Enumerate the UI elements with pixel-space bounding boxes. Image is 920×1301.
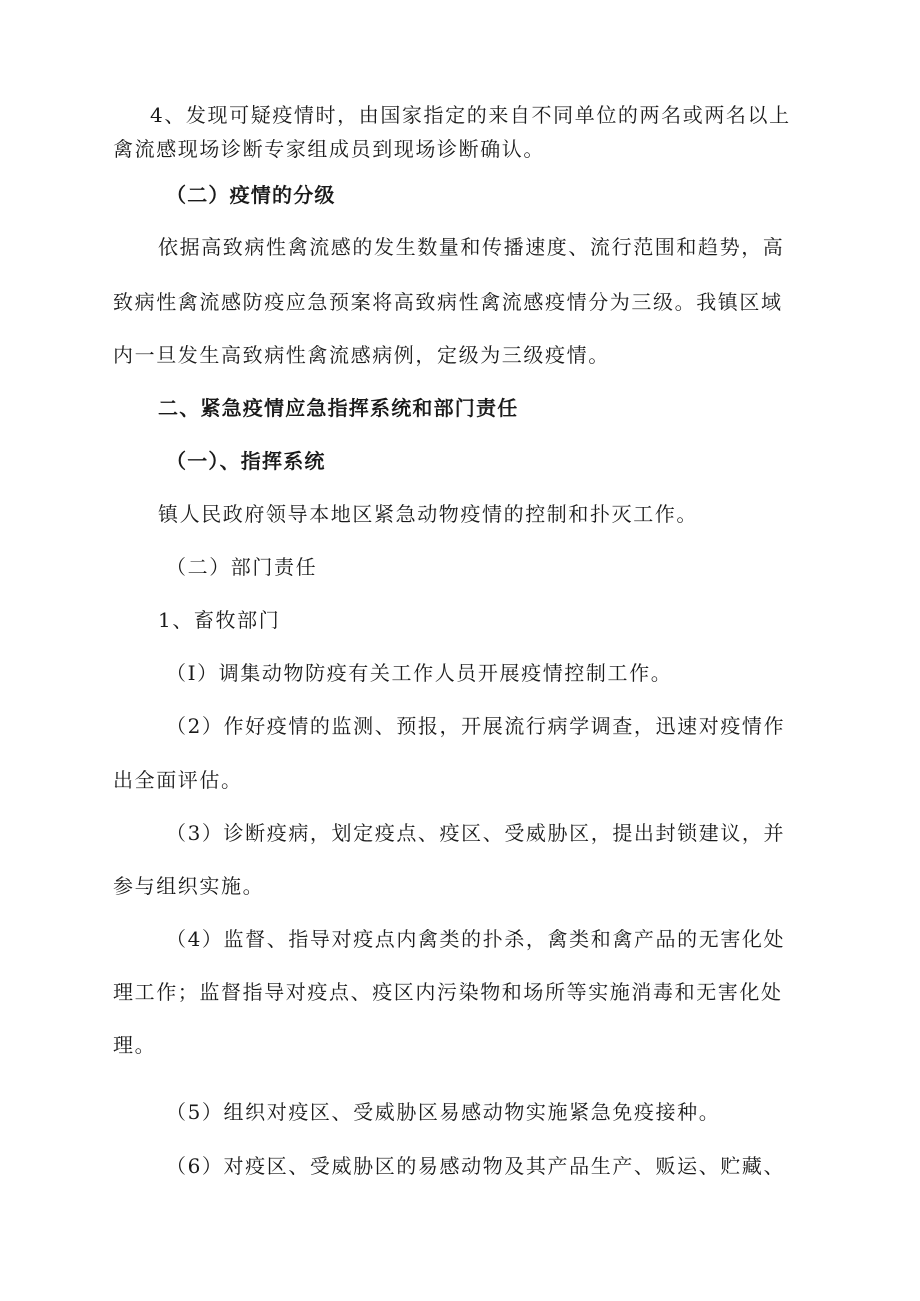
list-item-line: （3）诊断疫病，划定疫点、疫区、受威胁区，提出封锁建议，并 <box>166 821 786 845</box>
paragraph-line: 依据高致病性禽流感的发生数量和传播速度、流行范围和趋势，高 <box>158 235 785 259</box>
paragraph-line: 禽流感现场诊断专家组成员到现场诊断确认。 <box>113 137 545 161</box>
list-item-line: （I）调集动物防疫有关工作人员开展疫情控制工作。 <box>166 661 673 685</box>
section-heading: 二、紧急疫情应急指挥系统和部门责任 <box>158 396 519 420</box>
list-item-line: （2）作好疫情的监测、预报，开展流行病学调查，迅速对疫情作 <box>166 714 786 738</box>
subsection-heading: （二）疫情的分级 <box>166 183 336 207</box>
subsection-heading: （一）、指挥系统 <box>166 449 326 473</box>
list-item-line: 参与组织实施。 <box>113 874 265 898</box>
paragraph-line: 致病性禽流感防疫应急预案将高致病性禽流感疫情分为三级。我镇区域 <box>113 290 783 314</box>
list-item-line: 理。 <box>113 1033 157 1057</box>
paragraph-line: 1、畜牧部门 <box>158 608 281 632</box>
paragraph-line: 内一旦发生高致病性禽流感病例，定级为三级疫情。 <box>113 343 610 367</box>
list-item-line: （6）对疫区、受威胁区的易感动物及其产品生产、贩运、贮藏、 <box>166 1154 786 1178</box>
subsection-heading: （二）部门责任 <box>166 555 318 579</box>
list-item-line: （5）组织对疫区、受威胁区易感动物实施紧急免疫接种。 <box>166 1100 721 1124</box>
list-item-line: 出全面评估。 <box>113 768 243 792</box>
paragraph-line: 镇人民政府领导本地区紧急动物疫情的控制和扑灭工作。 <box>158 502 698 526</box>
list-item-line: （4）监督、指导对疫点内禽类的扑杀，禽类和禽产品的无害化处 <box>166 927 786 951</box>
paragraph-line: 4、发现可疑疫情时，由国家指定的来自不同单位的两名或两名以上 <box>150 103 791 127</box>
list-item-line: 理工作；监督指导对疫点、疫区内污染物和场所等实施消毒和无害化处 <box>113 980 783 1004</box>
